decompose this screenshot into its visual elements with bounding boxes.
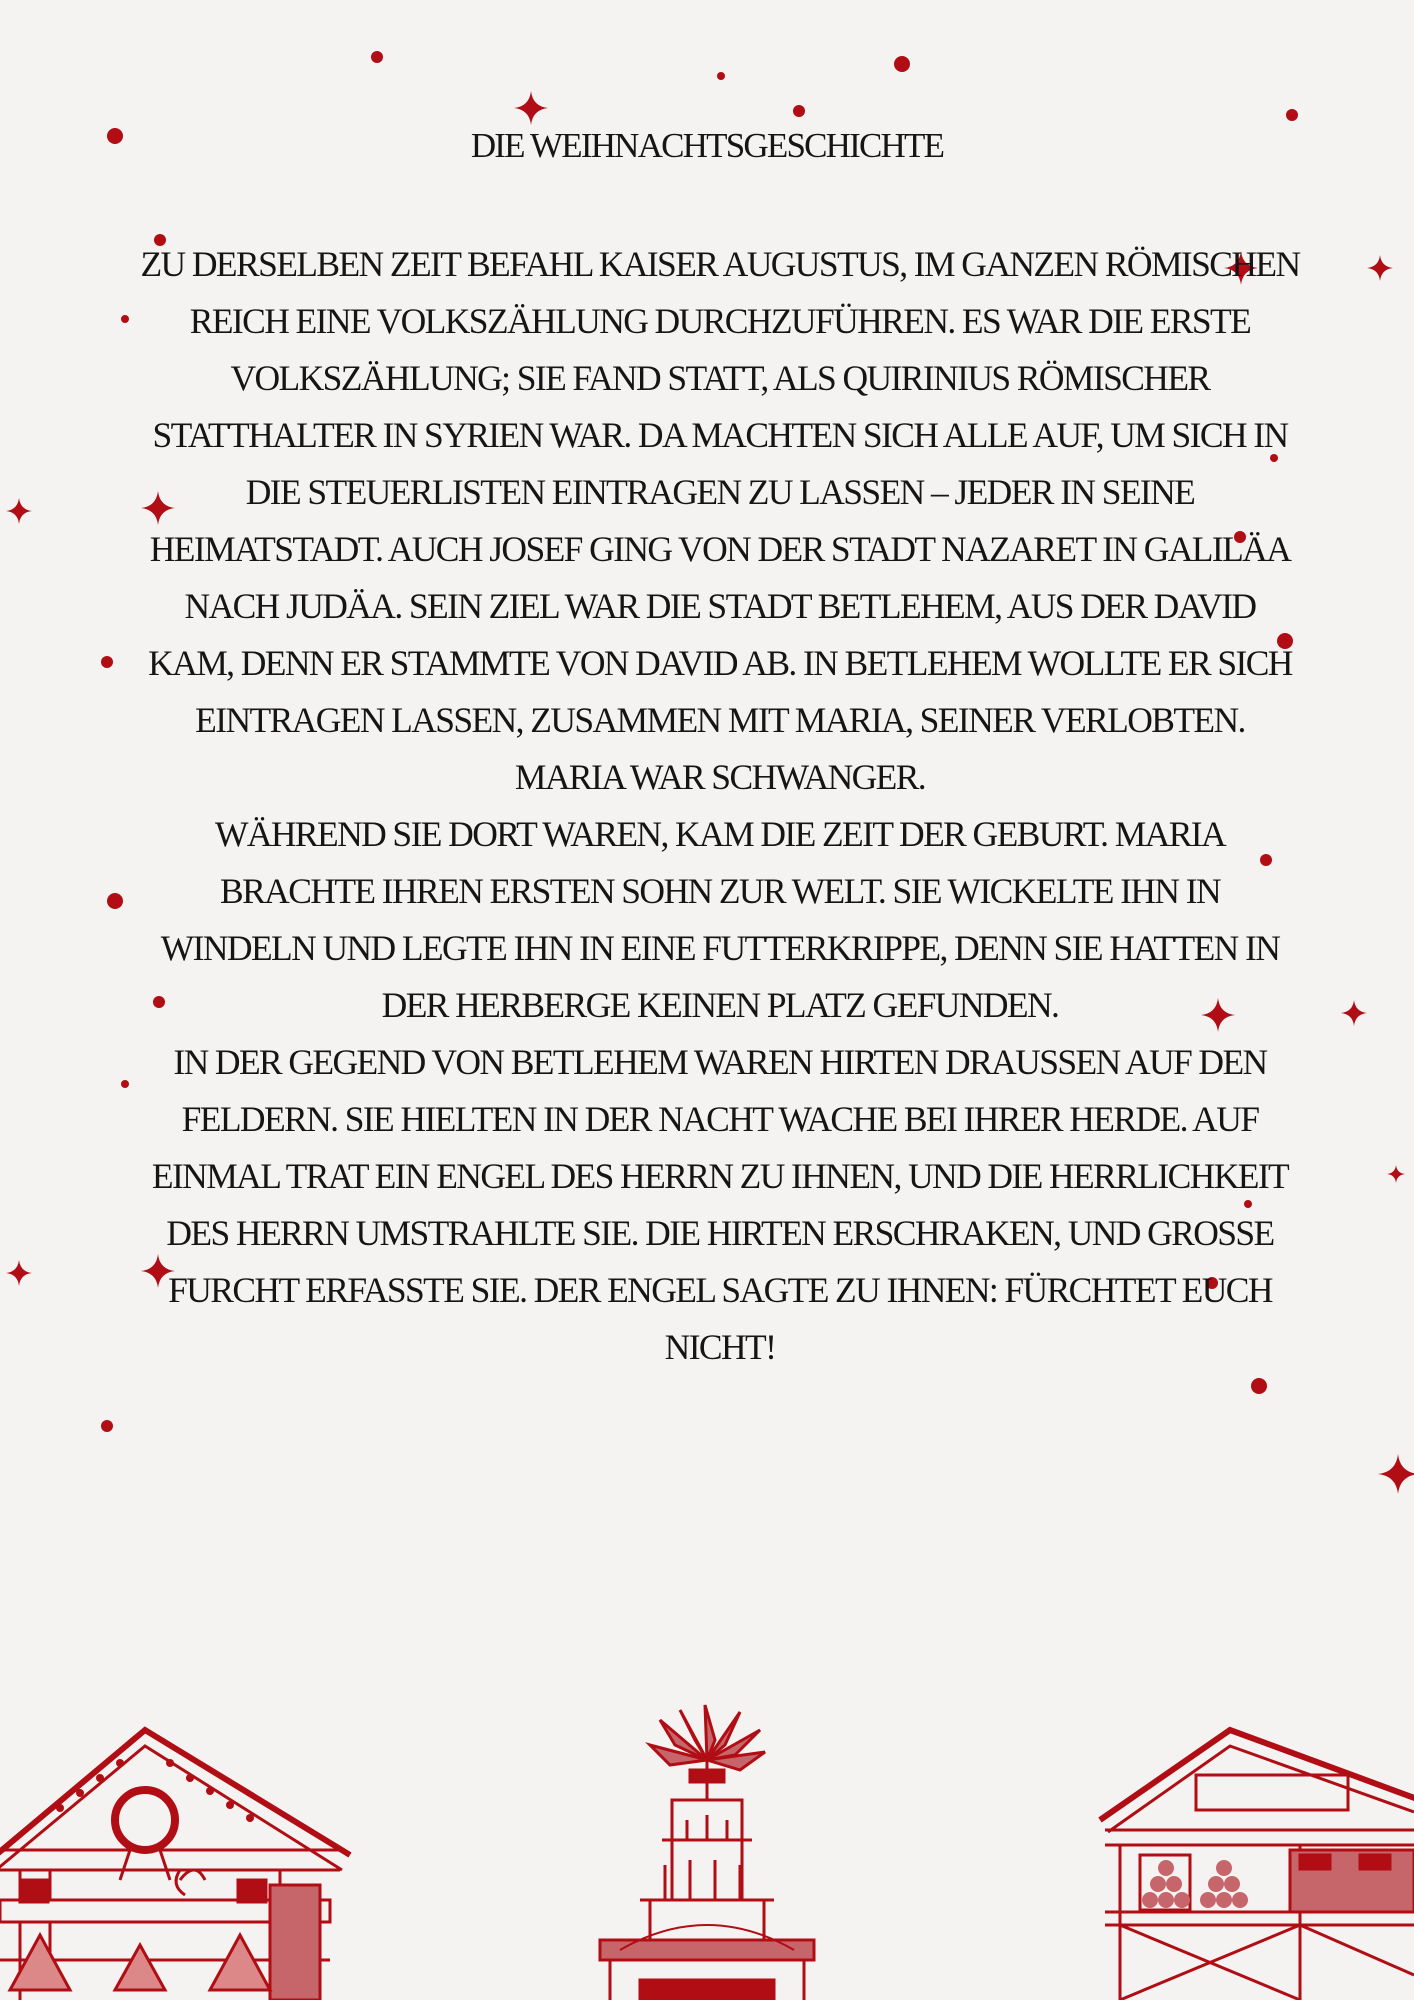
story-text — [140, 236, 1300, 1376]
christmas-pyramid-illustration — [600, 1705, 814, 2000]
snow-dot — [1251, 1378, 1267, 1394]
snow-dot — [107, 893, 123, 909]
story-paragraph: ZU DERSELBEN ZEIT BEFAHL KAISER AUGUSTUS, IM GANZEN RÖMISCHEN REICH EINE VOLKSZÄHLUNG DURCHZUFÜHREN. ES WAR DIE ERSTE VOLKSZÄHLUNG; SIE FAND STATT, ALS QUIRINIUS RÖMISCHER STATTHALTER IN SYRIEN WAR. DA MACHTEN SICH ALLE AUF, UM SICH IN DIE STEUERLISTEN EINTRAGEN ZU LASSEN – JEDER IN SEINE HEIMATSTADT. AUCH JOSEF GING VON DER STADT NAZARET IN GALILÄA NACH JUDÄA. SEIN ZIEL WAR DIE STADT BETLEHEM, AUS DER DAVID KAM, DENN ER STAMMTE VON DAVID AB. IN BETLEHEM WOLLTE ER SICH EINTRAGEN LASSEN, ZUSAMMEN MIT MARIA, SEINER VERLOBTEN. MARIA WAR SCHWANGER. — [140, 244, 1300, 797]
snow-dot — [371, 51, 383, 63]
market-stall-wreath-illustration — [0, 1730, 350, 2000]
snow-dot — [101, 1420, 113, 1432]
snow-dot — [793, 105, 805, 117]
sparkle-star — [1378, 1454, 1414, 1494]
snow-dot — [717, 72, 725, 80]
sparkle-star — [6, 498, 32, 524]
snow-dot — [101, 656, 113, 668]
story-paragraph: IN DER GEGEND VON BETLEHEM WAREN HIRTEN DRAUSSEN AUF DEN FELDERN. SIE HIELTEN IN DER NACHT WACHE BEI IHRER HERDE. AUF EINMAL TRAT EIN ENGEL DES HERRN ZU IHNEN, UND DIE HERRLICHKEIT DES HERRN UMSTRAHLTE SIE. DIE HIRTEN ERSCHRAKEN, UND GROSSE FURCHT ERFASSTE SIE. DER ENGEL SAGTE ZU IHNEN: FÜRCHTET EUCH NICHT! — [151, 1042, 1289, 1367]
snow-dot — [121, 1080, 129, 1088]
page-title: DIE WEIHNACHTSGESCHICHTE — [470, 126, 944, 165]
sparkle-star — [1387, 1165, 1405, 1183]
sparkle-star — [1341, 1000, 1367, 1026]
snow-dot — [1286, 109, 1298, 121]
snow-dot — [121, 315, 129, 323]
sparkle-star — [6, 1260, 32, 1286]
snow-dot — [894, 56, 910, 72]
market-stall-sweets-illustration — [1100, 1730, 1414, 2000]
sparkle-star — [1367, 255, 1393, 281]
story-paragraph: WÄHREND SIE DORT WAREN, KAM DIE ZEIT DER GEBURT. MARIA BRACHTE IHREN ERSTEN SOHN ZUR WELT. SIE WICKELTE IHN IN WINDELN UND LEGTE IHN IN EINE FUTTERKRIPPE, DENN SIE HATTEN IN DER HERBERGE KEINEN PLATZ GEFUNDEN. — [160, 814, 1280, 1025]
sparkle-star — [514, 91, 548, 125]
